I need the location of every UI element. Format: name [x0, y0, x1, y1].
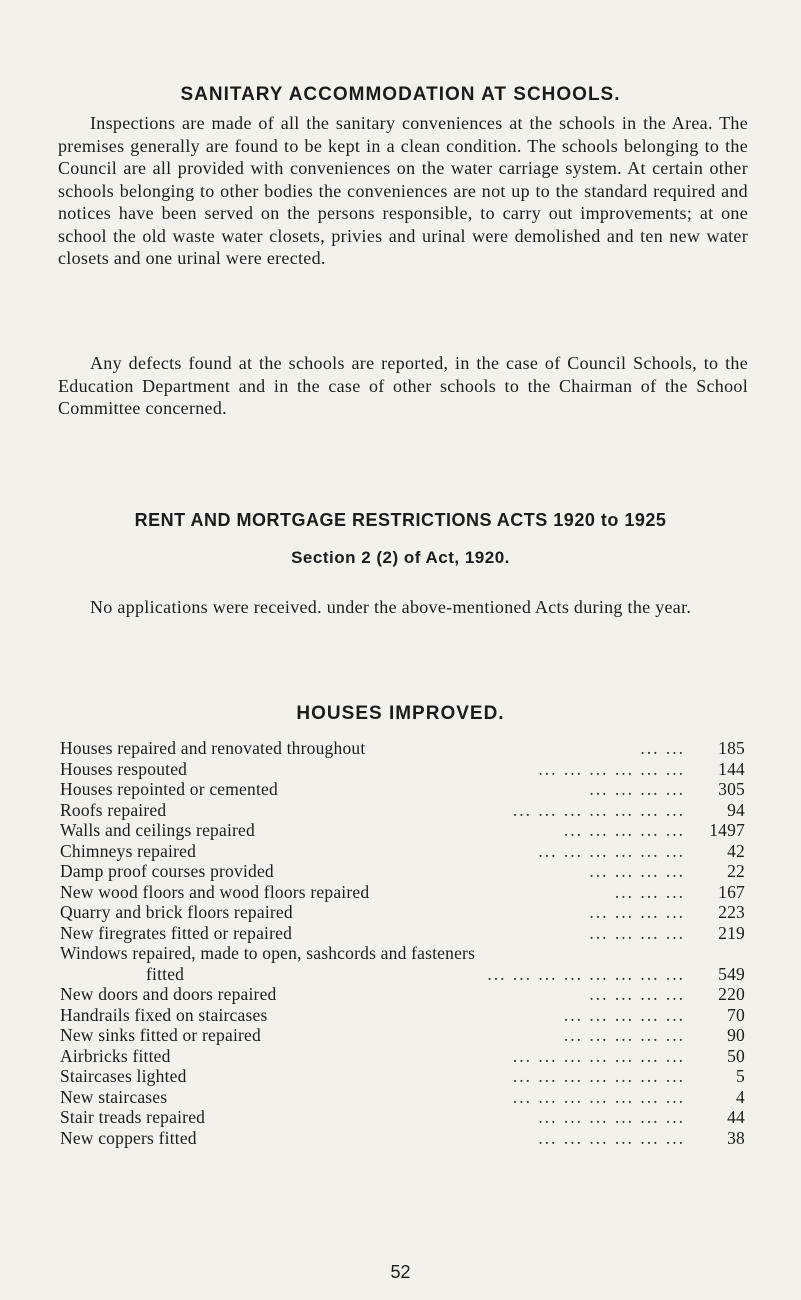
leader-dots: ... ... ...	[614, 881, 685, 902]
item-label: New sinks fitted or repaired	[60, 1025, 261, 1045]
item-value: 167	[718, 881, 745, 902]
leader-dots: ... ... ... ... ... ... ... ...	[487, 963, 685, 984]
list-item	[60, 841, 745, 862]
item-value: 549	[718, 963, 745, 984]
item-label: New wood floors and wood floors repaired	[60, 881, 370, 902]
leader-dots: ... ... ... ...	[589, 861, 685, 881]
item-value: 305	[718, 779, 745, 799]
item-value: 42	[727, 840, 745, 861]
item-label: Roofs repaired	[60, 799, 167, 820]
leader-dots: ... ... ... ... ... ... ...	[512, 1045, 685, 1066]
list-item	[60, 1066, 745, 1087]
item-label: Quarry and brick floors repaired	[60, 902, 293, 922]
list-item	[60, 882, 745, 903]
page-number: 52	[390, 1262, 411, 1282]
item-value: 219	[718, 922, 745, 943]
item-label: New firegrates fitted or repaired	[60, 922, 293, 943]
list-item	[60, 984, 745, 1005]
list-item	[60, 923, 745, 944]
list-item	[60, 738, 745, 759]
sanitary-paragraph-2: Any defects found at the schools are reported, in the case of Council Schools, to the Education Department and in the case of other schools to the Chairman of the School Committee concerned.	[58, 353, 748, 418]
leader-dots: ... ... ... ... ...	[563, 1004, 685, 1025]
leader-dots: ... ... ... ... ... ...	[538, 758, 685, 779]
leader-dots: ... ... ... ... ... ...	[538, 1107, 685, 1127]
leader-dots: ... ... ... ... ...	[563, 820, 685, 840]
item-value: 5	[736, 1066, 745, 1086]
sanitary-paragraph-1-block	[58, 112, 748, 270]
sanitary-paragraph-1: Inspections are made of all the sanitary conveniences at the schools in the Area. The premises generally are found to be kept in a clean condition. The schools belonging to the Council are all provided with conveniences on the water carriage system. At certain other schools belonging to other bodies the conveniences are not up to the standard required and notices have been served on the persons responsible, to carry out improvements; at one school the old waste water closets, privies and urinal were demolished and ten new water closets and one urinal were erected.	[58, 113, 748, 268]
list-item	[60, 1025, 745, 1046]
item-value: 22	[727, 861, 745, 881]
leader-dots: ... ... ... ...	[589, 779, 685, 799]
item-label: New staircases	[60, 1086, 168, 1107]
sanitary-heading: SANITARY ACCOMMODATION AT SCHOOLS.	[180, 84, 621, 105]
list-item	[60, 1087, 745, 1108]
item-label: fitted	[146, 963, 185, 984]
houses-heading: HOUSES IMPROVED.	[296, 703, 505, 724]
houses-improved-list	[60, 738, 745, 1148]
item-value: 38	[727, 1127, 745, 1148]
item-label: Houses repaired and renovated throughout	[60, 738, 366, 758]
rent-subheading: Section 2 (2) of Act, 1920.	[291, 548, 510, 567]
rent-paragraph: No applications were received. under the above-mentioned Acts during the year.	[90, 597, 692, 617]
list-item	[60, 800, 745, 821]
leader-dots: ... ... ... ...	[589, 922, 685, 943]
item-label: Staircases lighted	[60, 1066, 187, 1086]
item-value: 4	[736, 1086, 745, 1107]
leader-dots: ... ... ... ... ... ... ...	[512, 1086, 685, 1107]
leader-dots: ... ... ... ...	[589, 902, 685, 922]
item-label: Windows repaired, made to open, sashcords and fasteners	[60, 943, 476, 963]
list-item	[60, 759, 745, 780]
item-value: 44	[727, 1107, 745, 1127]
leader-dots: ... ... ... ...	[589, 984, 685, 1004]
item-label: Houses respouted	[60, 758, 188, 779]
list-item	[60, 1107, 745, 1128]
list-item	[60, 964, 745, 985]
item-value: 185	[718, 738, 745, 758]
item-label: Stair treads repaired	[60, 1107, 206, 1127]
item-label: New coppers fitted	[60, 1127, 197, 1148]
item-label: Handrails fixed on staircases	[60, 1004, 268, 1025]
item-value: 50	[727, 1045, 745, 1066]
leader-dots: ... ... ... ... ... ...	[538, 1127, 685, 1148]
item-label: Chimneys repaired	[60, 840, 197, 861]
list-item	[60, 943, 745, 964]
leader-dots: ... ... ... ... ... ... ...	[512, 799, 685, 820]
leader-dots: ... ... ... ... ... ...	[538, 840, 685, 861]
item-value: 90	[727, 1025, 745, 1045]
item-value: 223	[718, 902, 745, 922]
rent-paragraph-block	[58, 596, 748, 619]
list-item	[60, 902, 745, 923]
item-label: Houses repointed or cemented	[60, 779, 278, 799]
leader-dots: ... ... ... ... ...	[563, 1025, 685, 1045]
item-value: 94	[727, 799, 745, 820]
sanitary-paragraph-2-block	[58, 352, 748, 420]
list-item	[60, 861, 745, 882]
leader-dots: ... ... ... ... ... ... ...	[512, 1066, 685, 1086]
list-item	[60, 1005, 745, 1026]
item-label: Walls and ceilings repaired	[60, 820, 255, 840]
list-item	[60, 820, 745, 841]
item-value: 144	[718, 758, 745, 779]
item-label: Airbricks fitted	[60, 1045, 171, 1066]
item-value: 220	[718, 984, 745, 1004]
list-item	[60, 779, 745, 800]
list-item	[60, 1046, 745, 1067]
item-value: 1497	[709, 820, 745, 840]
leader-dots: ... ...	[640, 738, 685, 758]
item-value: 70	[727, 1004, 745, 1025]
list-item	[60, 1128, 745, 1149]
rent-heading: RENT AND MORTGAGE RESTRICTIONS ACTS 1920 to 1925	[134, 510, 667, 530]
item-label: New doors and doors repaired	[60, 984, 277, 1004]
item-label: Damp proof courses provided	[60, 861, 274, 881]
